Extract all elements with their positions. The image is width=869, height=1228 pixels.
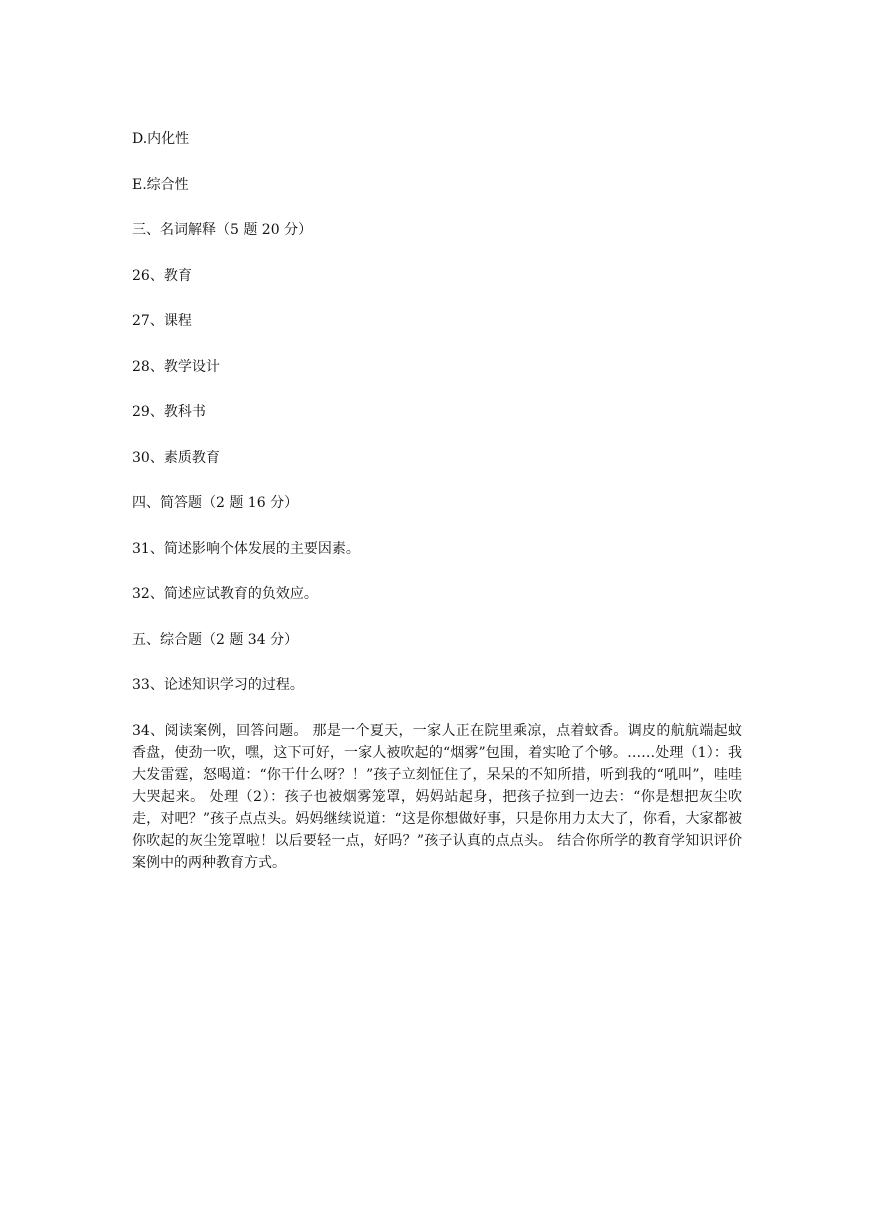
question-27: 27、课程 <box>132 313 192 329</box>
question-32: 32、简述应试教育的负效应。 <box>132 586 318 602</box>
question-31: 31、简述影响个体发展的主要因素。 <box>132 540 360 557</box>
question-26: 26、教育 <box>132 267 192 284</box>
question-30: 30、素质教育 <box>132 449 220 466</box>
section-heading-short-answer: 四、简答题（2 题 16 分） <box>132 495 299 511</box>
document-content <box>132 128 742 874</box>
section-heading-comprehensive: 五、综合题（2 题 34 分） <box>132 631 299 648</box>
option-d: D.内化性 <box>132 131 190 147</box>
question-33: 33、论述知识学习的过程。 <box>132 677 304 693</box>
question-29: 29、教科书 <box>132 404 206 420</box>
section-heading-term-definitions: 三、名词解释（5 题 20 分） <box>132 222 313 238</box>
question-28: 28、教学设计 <box>132 358 220 375</box>
option-e: E.综合性 <box>132 176 189 193</box>
question-34-case-study: 34、阅读案例，回答问题。 那是一个夏天，一家人正在院里乘凉，点着蚊香。调皮的航航端起蚊香盘，使劲一吹，嘿，这下可好，一家人被吹起的“烟雾”包围，着实呛了个够。……处理（1）：我大发雷霆，怒喝道：“你干什么呀？！”孩子立刻怔住了，呆呆的不知所措，听到我的“吼叫”，哇哇大哭起来。 处理（2）：孩子也被烟雾笼罩，妈妈站起身，把孩子拉到一边去：“你是想把灰尘吹走，对吧？”孩子点点头。妈妈继续说道：“这是你想做好事，只是你用力太大了，你看，大家都被你吹起的灰尘笼罩啦！以后要轻一点，好吗？”孩子认真的点点头。 结合你所学的教育学知识评价案例中的两种教育方式。 <box>132 722 742 871</box>
